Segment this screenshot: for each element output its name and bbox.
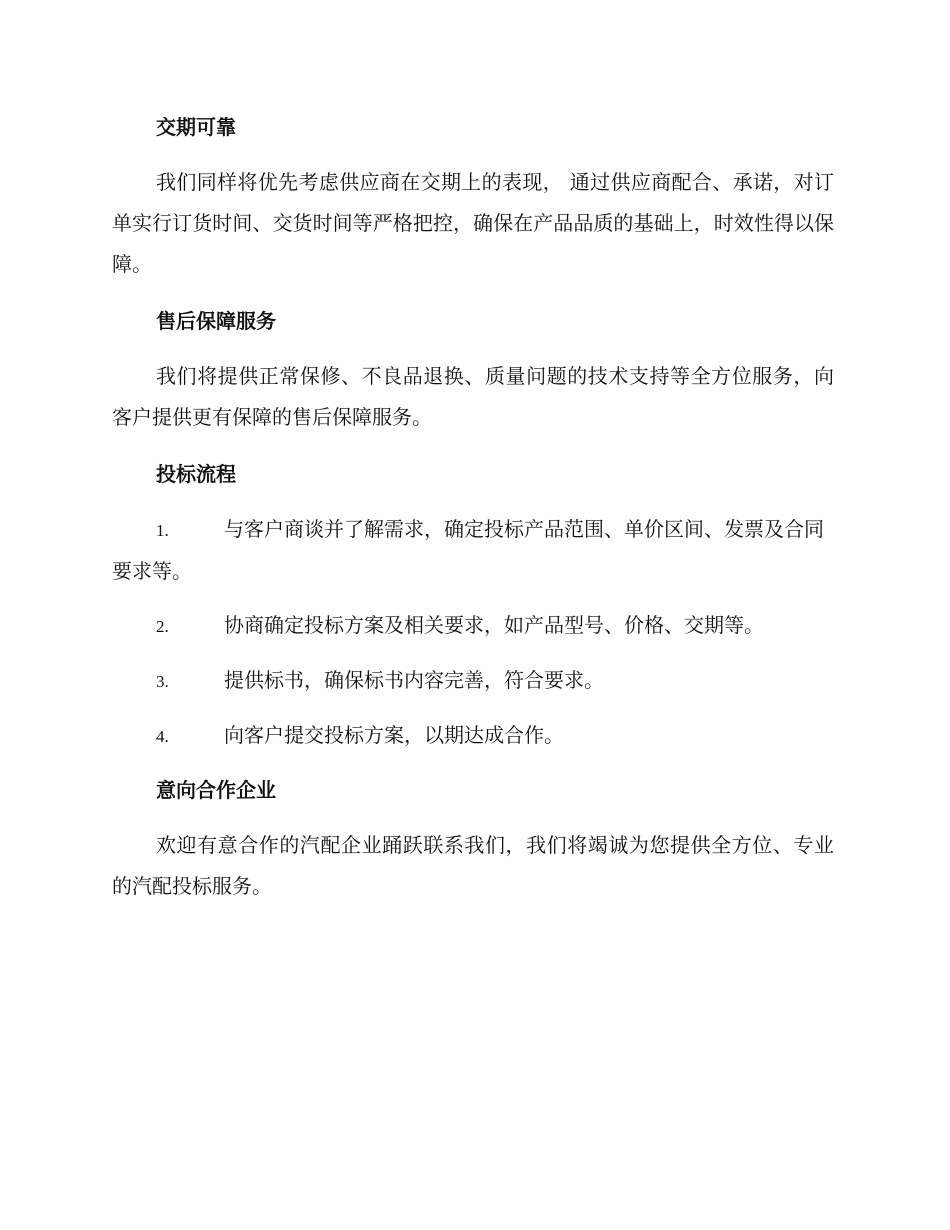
- section-heading-partners: 意向合作企业: [156, 778, 276, 802]
- list-item-step-2: [112, 605, 834, 647]
- list-number: 4.: [156, 727, 169, 746]
- section-heading-delivery: 交期可靠: [156, 115, 236, 139]
- list-item-text: 提供标书，确保标书内容完善，符合要求。: [224, 668, 604, 692]
- paragraph-after-sales: 我们将提供正常保修、不良品退换、质量问题的技术支持等全方位服务，向客户提供更有保障的售后保障服务。: [112, 364, 834, 429]
- list-item-text: 协商确定投标方案及相关要求，如产品型号、价格、交期等。: [224, 613, 764, 637]
- section-heading-bidding-process: 投标流程: [156, 462, 236, 486]
- list-number: 1.: [156, 521, 169, 540]
- list-item-step-3: [112, 660, 834, 702]
- paragraph-partners: 欢迎有意合作的汽配企业踊跃联系我们，我们将竭诚为您提供全方位、专业的汽配投标服务。: [112, 833, 834, 898]
- list-item-text: 向客户提交投标方案，以期达成合作。: [224, 723, 564, 747]
- list-number: 3.: [156, 672, 169, 691]
- list-item-text: 与客户商谈并了解需求，确定投标产品范围、单价区间、发票及合同要求等。: [112, 517, 824, 583]
- list-item-step-1: [112, 509, 834, 592]
- section-heading-after-sales: 售后保障服务: [156, 309, 276, 333]
- list-item-step-4: [112, 715, 834, 757]
- list-number: 2.: [156, 617, 169, 636]
- paragraph-delivery: 我们同样将优先考虑供应商在交期上的表现， 通过供应商配合、承诺，对订单实行订货时间、交货时间等严格把控，确保在产品品质的基础上，时效性得以保障。: [112, 170, 834, 276]
